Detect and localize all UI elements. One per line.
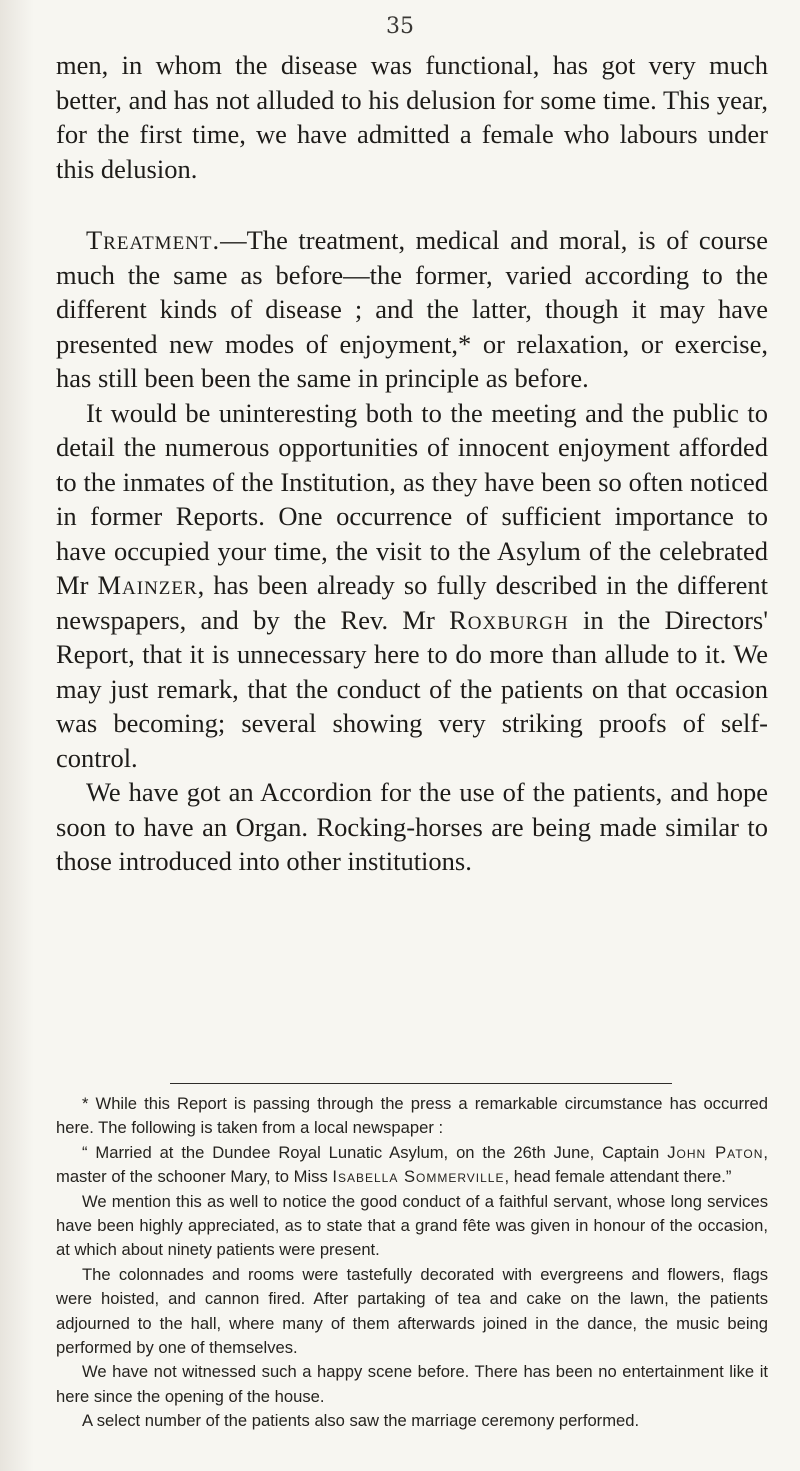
footnote-intro: * While this Report is passing through the press a remarkable circumstance has occurred here. The following is taken from a local newspaper : bbox=[56, 1094, 768, 1138]
footnote-quote-text-a: “ Married at the Dundee Royal Lunatic Asylum, on the 26th June, Captain bbox=[82, 1142, 668, 1162]
footnote-divider bbox=[170, 1083, 672, 1084]
footnote-decorations: The colonnades and rooms were tastefully decorated with evergreens and flowers, flags were hoisted, and cannon fired. After partaking of tea and cake on the lawn, the patients adjourned to the hall, where many of them afterwards joined in the dance, the music being performed by one of themselves. bbox=[56, 1264, 768, 1358]
person-name-john-paton: John Paton bbox=[667, 1142, 764, 1162]
footnote-newspaper-quote bbox=[56, 1141, 768, 1190]
footnote-quote-text-b: , master of the schooner Mary, to Miss bbox=[56, 1142, 768, 1187]
footnote-quote-text-c: , head female attendant there.” bbox=[504, 1167, 732, 1187]
section-heading-treatment: Treatment. bbox=[86, 225, 221, 255]
page-number: 35 bbox=[386, 14, 414, 39]
paragraph-enjoyment-text-b: , has been already so fully described in the different newspapers, and by the Rev. Mr bbox=[56, 570, 769, 635]
page-gutter-shadow bbox=[0, 0, 34, 1471]
footnote-happy-scene: We have not witnessed such a happy scene before. There has been no entertainment like it here since the opening of the house. bbox=[56, 1362, 768, 1406]
paragraph-enjoyment bbox=[56, 396, 768, 776]
paragraph-treatment-text: —The treatment, medical and moral, is of course much the same as before—the former, varied according to the different kinds of disease ; and the latter, though it may have presented new modes of enjoyment,* or relaxation, or exercise, has still been been the same in principle as before. bbox=[56, 225, 768, 393]
person-name-isabella-sommerville: Isabella Sommerville bbox=[332, 1167, 505, 1187]
person-name-roxburgh: Roxburgh bbox=[449, 604, 569, 635]
paragraph-enjoyment-text-c: in the Directors' Report, that it is unnecessary here to do more than allude to it. We may just remark, that the conduct of the patients on that occasion was becoming; several showing very striking proofs of self-control. bbox=[56, 604, 768, 773]
paragraph-accordion: We have got an Accordion for the use of the patients, and hope soon to have an Organ. Rocking-horses are being made similar to those introduced into other institutions. bbox=[56, 777, 768, 876]
paragraph-continuation: men, in whom the disease was functional, has got very much better, and has not alluded to his delusion for some time. This year, for the first time, we have admitted a female who labours under this delusion. bbox=[56, 50, 768, 184]
paragraph-enjoyment-text-a: It would be uninteresting both to the meeting and the public to detail the numerous opportunities of innocent enjoyment afforded to the inmates of the Institution, as they have been so often noticed in former Reports. One occurrence of sufficient importance to have occupied your time, the visit to the Asylum of the celebrated Mr bbox=[56, 397, 768, 600]
footnote bbox=[56, 1092, 768, 1434]
footnote-ceremony: A select number of the patients also saw the marriage ceremony performed. bbox=[82, 1411, 640, 1431]
main-text bbox=[56, 48, 768, 879]
person-name-mainzer: Mainzer bbox=[97, 570, 198, 600]
paragraph-treatment bbox=[56, 223, 768, 396]
footnote-good-conduct: We mention this as well to notice the good conduct of a faithful servant, whose long services have been highly appreciated, as to state that a grand fête was given in honour of the occasion, at which about ninety patients were present. bbox=[56, 1191, 768, 1260]
